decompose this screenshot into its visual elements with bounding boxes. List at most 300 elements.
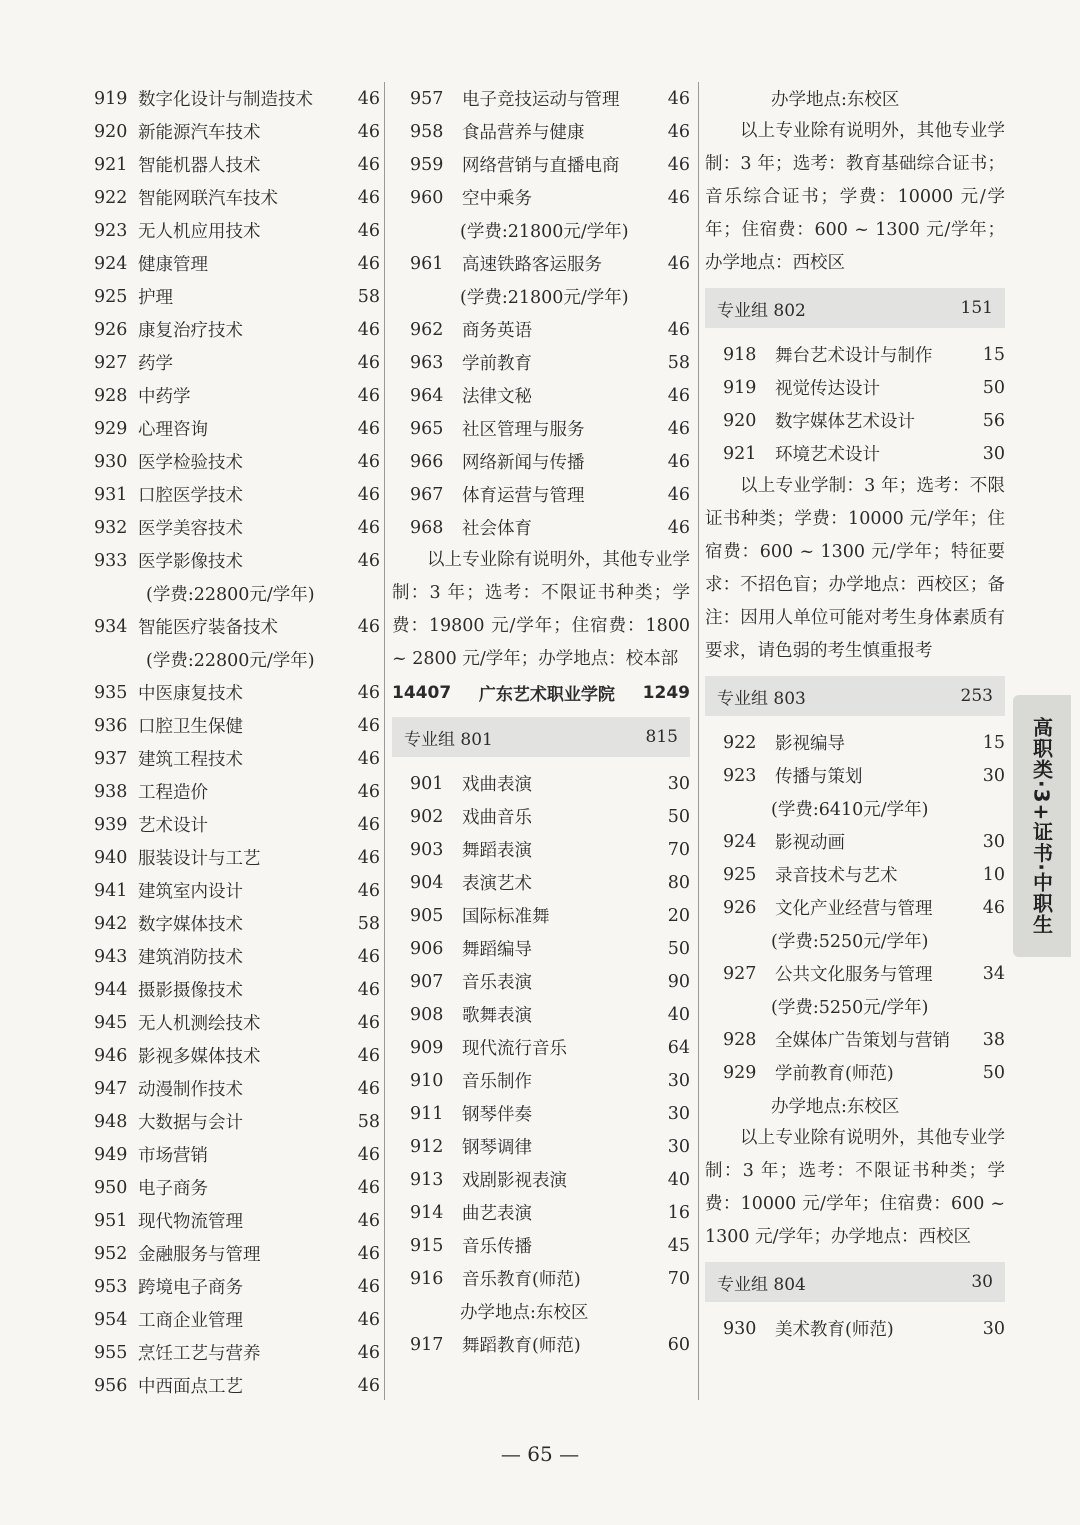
- major-quota: 46: [357, 154, 380, 175]
- major-note: (学费:5250元/学年): [771, 998, 929, 1018]
- major-note: (学费:21800元/学年): [460, 288, 629, 308]
- major-name: 表演艺术: [462, 874, 532, 894]
- major-name: 空中乘务: [462, 189, 532, 209]
- major-quota: 46: [357, 781, 380, 802]
- major-quota: 46: [357, 814, 380, 835]
- major-quota: 46: [357, 319, 380, 340]
- major-name: 音乐教育(师范): [462, 1270, 581, 1290]
- major-name: 数字化设计与制造技术: [138, 90, 313, 110]
- major-quota: 30: [982, 831, 1005, 852]
- major-name: 艺术设计: [138, 816, 208, 836]
- major-row: [392, 346, 690, 379]
- major-name: 现代物流管理: [138, 1212, 243, 1232]
- major-quota: 46: [667, 253, 690, 274]
- major-row: [705, 338, 1005, 371]
- major-code: 907: [410, 971, 444, 992]
- major-quota: 46: [357, 1342, 380, 1363]
- major-note: 办学地点:东校区: [771, 1097, 900, 1117]
- major-quota: 46: [357, 1078, 380, 1099]
- major-code: 936: [94, 715, 128, 736]
- major-code: 965: [410, 418, 444, 439]
- major-quota: 46: [357, 979, 380, 1000]
- major-quota: 56: [982, 410, 1005, 431]
- major-note: (学费:22800元/学年): [146, 585, 315, 605]
- major-name: 现代流行音乐: [462, 1039, 567, 1059]
- major-row: [94, 82, 380, 115]
- major-row: [94, 1270, 380, 1303]
- major-name: 舞台艺术设计与制作: [775, 346, 933, 366]
- major-code: 944: [94, 979, 128, 1000]
- major-name: 口腔医学技术: [138, 486, 243, 506]
- major-row: [94, 412, 380, 445]
- major-quota: 30: [667, 1070, 690, 1091]
- group-label: 专业组 801: [404, 729, 493, 750]
- major-name: 健康管理: [138, 255, 208, 275]
- major-row: [392, 1163, 690, 1196]
- major-row: [392, 148, 690, 181]
- major-row: [94, 379, 380, 412]
- major-code: 908: [410, 1004, 444, 1025]
- major-name: 跨境电子商务: [138, 1278, 243, 1298]
- major-name: 学前教育: [462, 354, 532, 374]
- major-name: 中西面点工艺: [138, 1377, 243, 1397]
- major-quota: 50: [667, 938, 690, 959]
- major-quota: 46: [357, 715, 380, 736]
- major-quota: 58: [357, 1111, 380, 1132]
- major-quota: 46: [357, 1309, 380, 1330]
- major-name: 工商企业管理: [138, 1311, 243, 1331]
- major-code: 918: [723, 344, 757, 365]
- major-quota: 20: [667, 905, 690, 926]
- major-row: [392, 115, 690, 148]
- major-code: 920: [723, 410, 757, 431]
- major-quota: 40: [667, 1004, 690, 1025]
- major-quota: 58: [357, 913, 380, 934]
- major-row: [94, 676, 380, 709]
- major-row: [392, 478, 690, 511]
- school-code: 14407: [392, 682, 452, 703]
- school-quota: 1249: [642, 682, 690, 703]
- major-row: [705, 957, 1005, 990]
- major-quota: 70: [667, 1268, 690, 1289]
- major-row: [392, 767, 690, 800]
- major-code: 938: [94, 781, 128, 802]
- major-name: 中医康复技术: [138, 684, 243, 704]
- major-name: 钢琴调律: [462, 1138, 532, 1158]
- major-code: 957: [410, 88, 444, 109]
- major-row: [392, 379, 690, 412]
- major-code: 934: [94, 616, 128, 637]
- notes-paragraph: 以上专业除有说明外，其他专业学制：3 年；选考：不限证书种类；学费：10000 元/学年；住宿费：600 ~ 1300 元/学年；办学地点：西校区: [705, 1128, 1005, 1247]
- major-code: 941: [94, 880, 128, 901]
- major-code: 925: [723, 864, 757, 885]
- major-row: [94, 1072, 380, 1105]
- major-code: 913: [410, 1169, 444, 1190]
- group-quota: 30: [971, 1272, 993, 1292]
- group-quota: 253: [960, 686, 993, 706]
- major-code: 912: [410, 1136, 444, 1157]
- major-list: [705, 726, 1005, 1122]
- major-code: 932: [94, 517, 128, 538]
- major-code: 911: [410, 1103, 444, 1124]
- major-row: [94, 1138, 380, 1171]
- major-quota: 60: [667, 1334, 690, 1355]
- major-row: [94, 181, 380, 214]
- major-code: 954: [94, 1309, 128, 1330]
- major-row: [94, 346, 380, 379]
- major-row: [94, 1105, 380, 1138]
- group-quota: 815: [645, 727, 678, 747]
- major-quota: 46: [357, 748, 380, 769]
- major-row: [392, 181, 690, 214]
- major-quota: 46: [357, 1045, 380, 1066]
- group-header: [705, 1262, 1005, 1302]
- major-name: 数字媒体艺术设计: [775, 412, 915, 432]
- major-name: 电子竞技运动与管理: [462, 90, 620, 110]
- major-row: [392, 833, 690, 866]
- major-code: 964: [410, 385, 444, 406]
- major-code: 906: [410, 938, 444, 959]
- major-name: 药学: [138, 354, 173, 374]
- major-name: 金融服务与管理: [138, 1245, 261, 1265]
- major-quota: 30: [667, 1136, 690, 1157]
- major-row: [392, 247, 690, 280]
- major-name: 商务英语: [462, 321, 532, 341]
- major-quota: 64: [667, 1037, 690, 1058]
- major-quota: 34: [982, 963, 1005, 984]
- major-quota: 46: [357, 220, 380, 241]
- major-code: 947: [94, 1078, 128, 1099]
- major-code: 905: [410, 905, 444, 926]
- major-code: 901: [410, 773, 444, 794]
- major-code: 963: [410, 352, 444, 373]
- major-name: 音乐制作: [462, 1072, 532, 1092]
- group-header: [705, 288, 1005, 328]
- major-name: 中药学: [138, 387, 191, 407]
- major-row: [392, 965, 690, 998]
- group-header: [392, 717, 690, 757]
- major-quota: 10: [982, 864, 1005, 885]
- major-code: 939: [94, 814, 128, 835]
- major-quota: 46: [667, 484, 690, 505]
- major-name: 戏剧影视表演: [462, 1171, 567, 1191]
- major-code: 928: [723, 1029, 757, 1050]
- page-number: — 65 —: [500, 1442, 580, 1466]
- major-code: 967: [410, 484, 444, 505]
- major-name: 建筑工程技术: [138, 750, 243, 770]
- major-name: 医学美容技术: [138, 519, 243, 539]
- major-code: 962: [410, 319, 444, 340]
- major-code: 929: [94, 418, 128, 439]
- major-code: 910: [410, 1070, 444, 1091]
- major-name: 烹饪工艺与营养: [138, 1344, 261, 1364]
- major-code: 930: [94, 451, 128, 472]
- major-row: [392, 1130, 690, 1163]
- major-name: 智能医疗装备技术: [138, 618, 278, 638]
- major-name: 社会体育: [462, 519, 532, 539]
- major-quota: 50: [667, 806, 690, 827]
- major-row: [705, 759, 1005, 792]
- major-name: 舞蹈表演: [462, 841, 532, 861]
- major-quota: 46: [982, 897, 1005, 918]
- major-name: 口腔卫生保健: [138, 717, 243, 737]
- major-code: 933: [94, 550, 128, 571]
- major-row: [392, 412, 690, 445]
- major-code: 920: [94, 121, 128, 142]
- major-name: 建筑室内设计: [138, 882, 243, 902]
- group-quota: 151: [960, 298, 993, 318]
- side-tab-label: 高职类·3+证书·中职生: [1029, 717, 1054, 935]
- major-name: 心理咨询: [138, 420, 208, 440]
- major-quota: 46: [357, 418, 380, 439]
- group-label: 专业组 804: [717, 1274, 806, 1295]
- major-code: 925: [94, 286, 128, 307]
- major-code: 949: [94, 1144, 128, 1165]
- major-code: 926: [723, 897, 757, 918]
- major-quota: 46: [667, 451, 690, 472]
- major-quota: 46: [357, 1177, 380, 1198]
- major-name: 影视动画: [775, 833, 845, 853]
- major-list: [392, 767, 690, 1361]
- major-note: 办学地点:东校区: [460, 1303, 589, 1323]
- major-row: [94, 280, 380, 313]
- major-row: [392, 800, 690, 833]
- major-name: 录音技术与艺术: [775, 866, 898, 886]
- major-row: [392, 1229, 690, 1262]
- major-row: [94, 742, 380, 775]
- major-quota: 30: [667, 773, 690, 794]
- major-quota: 30: [982, 1318, 1005, 1339]
- major-quota: 46: [357, 550, 380, 571]
- major-quota: 50: [982, 377, 1005, 398]
- major-quota: 46: [357, 484, 380, 505]
- major-name: 体育运营与管理: [462, 486, 585, 506]
- major-code: 956: [94, 1375, 128, 1396]
- major-name: 大数据与会计: [138, 1113, 243, 1133]
- major-code: 916: [410, 1268, 444, 1289]
- group-label: 专业组 803: [717, 688, 806, 709]
- major-quota: 46: [357, 1144, 380, 1165]
- major-code: 930: [723, 1318, 757, 1339]
- major-name: 数字媒体技术: [138, 915, 243, 935]
- major-code: 927: [723, 963, 757, 984]
- major-row: [392, 511, 690, 544]
- major-name: 电子商务: [138, 1179, 208, 1199]
- major-quota: 58: [357, 286, 380, 307]
- group-header: [705, 676, 1005, 716]
- major-code: 919: [723, 377, 757, 398]
- major-row: [94, 907, 380, 940]
- major-code: 928: [94, 385, 128, 406]
- major-quota: 46: [667, 88, 690, 109]
- major-row: [94, 214, 380, 247]
- major-code: 960: [410, 187, 444, 208]
- major-name: 服装设计与工艺: [138, 849, 261, 869]
- major-name: 新能源汽车技术: [138, 123, 261, 143]
- major-quota: 46: [357, 253, 380, 274]
- major-row: [94, 973, 380, 1006]
- major-row: [94, 775, 380, 808]
- major-code: 917: [410, 1334, 444, 1355]
- major-quota: 80: [667, 872, 690, 893]
- major-name: 医学影像技术: [138, 552, 243, 572]
- major-code: 948: [94, 1111, 128, 1132]
- major-quota: 46: [357, 187, 380, 208]
- major-row: [94, 841, 380, 874]
- major-quota: 46: [357, 1276, 380, 1297]
- major-row: [392, 1328, 690, 1361]
- major-name: 摄影摄像技术: [138, 981, 243, 1001]
- major-row: [392, 82, 690, 115]
- major-row: [94, 313, 380, 346]
- major-name: 国际标准舞: [462, 907, 550, 927]
- major-name: 无人机应用技术: [138, 222, 261, 242]
- major-list: [705, 338, 1005, 470]
- major-row: [94, 247, 380, 280]
- major-quota: 30: [982, 765, 1005, 786]
- major-name: 市场营销: [138, 1146, 208, 1166]
- major-note: (学费:21800元/学年): [460, 222, 629, 242]
- major-row: [392, 445, 690, 478]
- major-code: 902: [410, 806, 444, 827]
- major-row: [392, 1064, 690, 1097]
- major-code: 943: [94, 946, 128, 967]
- major-name: 法律文秘: [462, 387, 532, 407]
- major-name: 护理: [138, 288, 173, 308]
- major-code: 922: [94, 187, 128, 208]
- major-note: (学费:22800元/学年): [146, 651, 315, 671]
- major-quota: 45: [667, 1235, 690, 1256]
- major-quota: 46: [667, 121, 690, 142]
- major-name: 建筑消防技术: [138, 948, 243, 968]
- major-row: [94, 1204, 380, 1237]
- section-side-tab: [1013, 695, 1071, 957]
- major-row: [705, 825, 1005, 858]
- major-code: 914: [410, 1202, 444, 1223]
- major-note: (学费:6410元/学年): [771, 800, 929, 820]
- major-quota: 58: [667, 352, 690, 373]
- major-code: 924: [94, 253, 128, 274]
- major-name: 工程造价: [138, 783, 208, 803]
- major-row: [392, 1196, 690, 1229]
- major-quota: 40: [667, 1169, 690, 1190]
- major-name: 学前教育(师范): [775, 1064, 894, 1084]
- major-quota: 46: [357, 616, 380, 637]
- major-row: [392, 899, 690, 932]
- major-name: 视觉传达设计: [775, 379, 880, 399]
- major-quota: 46: [667, 187, 690, 208]
- major-name: 美术教育(师范): [775, 1320, 894, 1340]
- major-row: [392, 1097, 690, 1130]
- major-code: 923: [94, 220, 128, 241]
- major-name: 食品营养与健康: [462, 123, 585, 143]
- major-quota: 30: [982, 443, 1005, 464]
- major-row: [705, 1056, 1005, 1089]
- column-1: [94, 82, 380, 1402]
- major-name: 影视编导: [775, 734, 845, 754]
- major-code: 915: [410, 1235, 444, 1256]
- major-code: 968: [410, 517, 444, 538]
- major-code: 927: [94, 352, 128, 373]
- major-row: [392, 998, 690, 1031]
- major-quota: 70: [667, 839, 690, 860]
- major-name: 戏曲表演: [462, 775, 532, 795]
- major-row: [392, 1262, 690, 1295]
- major-row: [705, 371, 1005, 404]
- major-row: [94, 610, 380, 643]
- school-name: 广东艺术职业学院: [478, 685, 615, 705]
- major-name: 环境艺术设计: [775, 445, 880, 465]
- major-code: 924: [723, 831, 757, 852]
- major-row: [94, 1006, 380, 1039]
- notes-paragraph: 以上专业学制：3 年；选考：不限证书种类；学费：10000 元/学年；住宿费：600 ~ 1300 元/学年；特征要求：不招色盲；办学地点：西校区；备注：因用人单位可能对考生身体素质有要求，请色弱的考生慎重报考: [705, 476, 1005, 661]
- major-name: 网络营销与直播电商: [462, 156, 620, 176]
- major-quota: 30: [667, 1103, 690, 1124]
- major-code: 909: [410, 1037, 444, 1058]
- major-code: 923: [723, 765, 757, 786]
- major-row: [94, 940, 380, 973]
- major-quota: 46: [357, 88, 380, 109]
- major-row: [705, 891, 1005, 924]
- major-row: [94, 115, 380, 148]
- major-row: [705, 858, 1005, 891]
- major-quota: 46: [667, 418, 690, 439]
- major-code: 952: [94, 1243, 128, 1264]
- major-quota: 46: [357, 1012, 380, 1033]
- major-name: 音乐表演: [462, 973, 532, 993]
- major-name: 无人机测绘技术: [138, 1014, 261, 1034]
- major-name: 影视多媒体技术: [138, 1047, 261, 1067]
- campus-note: 办学地点:东校区: [771, 90, 900, 110]
- notes-paragraph: 以上专业除有说明外，其他专业学制：3 年；选考：教育基础综合证书；音乐综合证书；学费：10000 元/学年；住宿费：600 ~ 1300 元/学年；办学地点：西校区: [705, 121, 1005, 273]
- major-code: 946: [94, 1045, 128, 1066]
- major-name: 医学检验技术: [138, 453, 243, 473]
- major-name: 文化产业经营与管理: [775, 899, 933, 919]
- major-quota: 46: [357, 880, 380, 901]
- major-row: [94, 1303, 380, 1336]
- major-quota: 46: [357, 682, 380, 703]
- major-quota: 46: [667, 154, 690, 175]
- major-row: [94, 1039, 380, 1072]
- major-row: [392, 932, 690, 965]
- major-code: 935: [94, 682, 128, 703]
- major-quota: 15: [982, 344, 1005, 365]
- major-row: [705, 1312, 1005, 1345]
- major-code: 931: [94, 484, 128, 505]
- major-quota: 46: [667, 385, 690, 406]
- major-row: [94, 1171, 380, 1204]
- major-quota: 46: [357, 847, 380, 868]
- major-name: 网络新闻与传播: [462, 453, 585, 473]
- major-code: 961: [410, 253, 444, 274]
- major-row: [94, 544, 380, 577]
- major-name: 钢琴伴奏: [462, 1105, 532, 1125]
- major-code: 937: [94, 748, 128, 769]
- column-3: [705, 82, 1005, 1345]
- major-row: [705, 1023, 1005, 1056]
- group-label: 专业组 802: [717, 300, 806, 321]
- major-row: [392, 866, 690, 899]
- major-code: 922: [723, 732, 757, 753]
- column-2: [392, 82, 690, 1361]
- major-code: 921: [723, 443, 757, 464]
- major-code: 945: [94, 1012, 128, 1033]
- major-name: 公共文化服务与管理: [775, 965, 933, 985]
- major-name: 智能网联汽车技术: [138, 189, 278, 209]
- major-code: 951: [94, 1210, 128, 1231]
- major-quota: 15: [982, 732, 1005, 753]
- major-code: 929: [723, 1062, 757, 1083]
